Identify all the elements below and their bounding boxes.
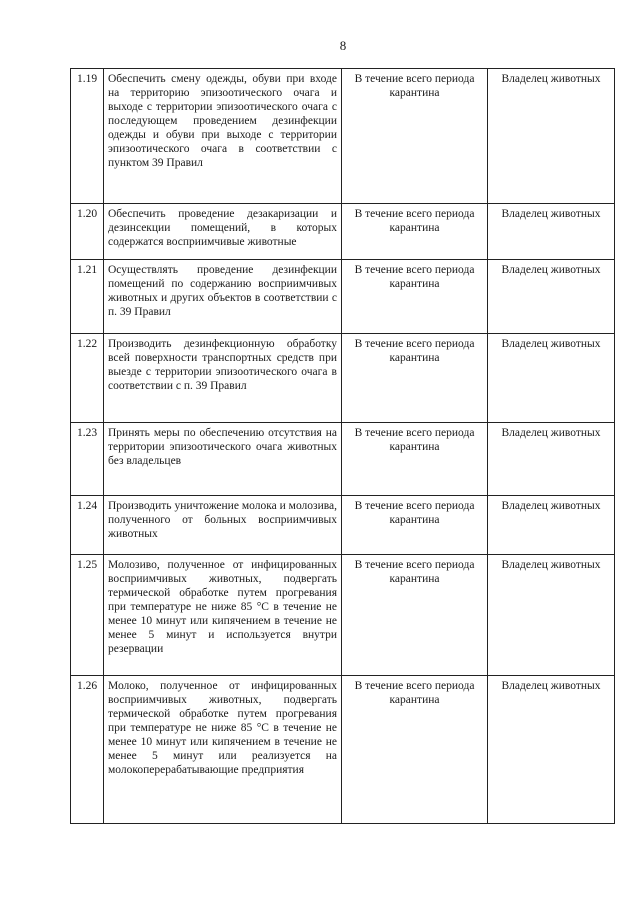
row-number: 1.23 [71, 423, 104, 496]
row-action: Производить уничтожение молока и молозива, полученного от больных восприимчивых животных [104, 496, 342, 555]
table-row [71, 423, 615, 496]
row-term: В течение всего периода карантина [342, 260, 488, 334]
row-number: 1.20 [71, 204, 104, 260]
row-responsible: Владелец животных [488, 676, 615, 824]
table-row [71, 496, 615, 555]
row-action: Производить дезинфекционную обработку всей поверхности транспортных средств при выезде с территории эпизоотического очага в соответствии с п. 39 Правил [104, 334, 342, 423]
row-responsible: Владелец животных [488, 555, 615, 676]
row-responsible: Владелец животных [488, 260, 615, 334]
row-number: 1.21 [71, 260, 104, 334]
row-action: Принять меры по обеспечению отсутствия на территории эпизоотического очага животных без владельцев [104, 423, 342, 496]
row-action: Молоко, полученное от инфицированных восприимчивых животных, подвергать термической обработке путем прогревания при температуре не ниже 85 °С в течение не менее 10 минут или кипячением в течение не менее 5 минут или реализуется на молокоперерабатывающие предприятия [104, 676, 342, 824]
row-action: Обеспечить проведение дезакаризации и дезинсекции помещений, в которых содержатся восприимчивые животные [104, 204, 342, 260]
row-responsible: Владелец животных [488, 69, 615, 204]
row-term: В течение всего периода карантина [342, 204, 488, 260]
row-action: Молозиво, полученное от инфицированных восприимчивых животных, подвергать термической обработке путем прогревания при температуре не ниже 85 °С в течение не менее 10 минут или кипячением в течение не менее 5 минут и используется внутри резервации [104, 555, 342, 676]
row-responsible: Владелец животных [488, 496, 615, 555]
row-number: 1.24 [71, 496, 104, 555]
row-action: Осуществлять проведение дезинфекции помещений по содержанию восприимчивых животных и других объектов в соответствии с п. 39 Правил [104, 260, 342, 334]
row-term: В течение всего периода карантина [342, 676, 488, 824]
row-number: 1.22 [71, 334, 104, 423]
row-term: В течение всего периода карантина [342, 69, 488, 204]
table-row [71, 69, 615, 204]
row-term: В течение всего периода карантина [342, 423, 488, 496]
page-number: 8 [339, 38, 347, 53]
measures-table [70, 68, 615, 824]
table-row [71, 334, 615, 423]
table-row [71, 260, 615, 334]
row-number: 1.19 [71, 69, 104, 204]
row-responsible: Владелец животных [488, 423, 615, 496]
row-term: В течение всего периода карантина [342, 334, 488, 423]
row-number: 1.26 [71, 676, 104, 824]
row-responsible: Владелец животных [488, 334, 615, 423]
table-row [71, 676, 615, 824]
row-responsible: Владелец животных [488, 204, 615, 260]
row-term: В течение всего периода карантина [342, 555, 488, 676]
row-action: Обеспечить смену одежды, обуви при входе на территорию эпизоотического очага и выходе с территории эпизоотического очага с последующем проведением дезинфекции одежды и обуви при выходе с территории эпизоотического очага в соответствии с пунктом 39 Правил [104, 69, 342, 204]
table-row [71, 555, 615, 676]
row-term: В течение всего периода карантина [342, 496, 488, 555]
row-number: 1.25 [71, 555, 104, 676]
table-row [71, 204, 615, 260]
